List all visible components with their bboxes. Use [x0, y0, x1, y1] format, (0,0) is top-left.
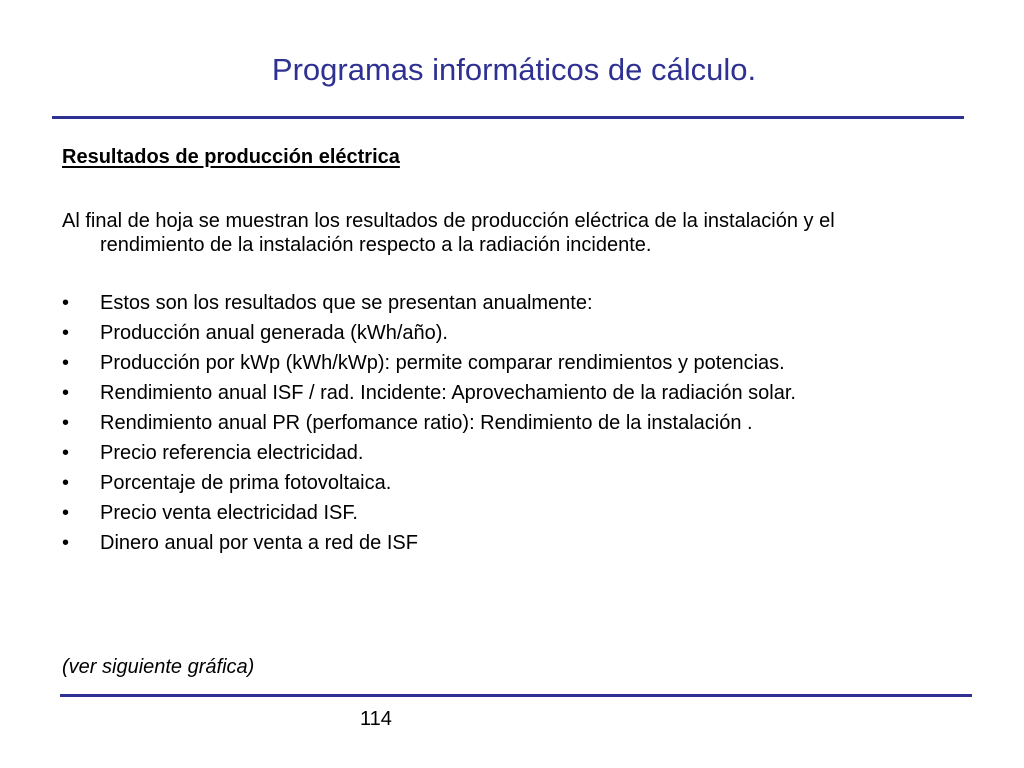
- results-bullet-list: [62, 291, 962, 561]
- list-item: [62, 531, 962, 555]
- bullet-icon: •: [62, 412, 70, 434]
- list-item: [62, 411, 962, 435]
- list-item: [62, 471, 962, 495]
- list-item: [62, 441, 962, 465]
- list-item-text: Estos son los resultados que se presentan anualmente:: [100, 292, 593, 314]
- list-item: [62, 321, 962, 345]
- bullet-icon: •: [62, 352, 70, 374]
- list-item-text: Producción por kWp (kWh/kWp): permite comparar rendimientos y potencias.: [100, 352, 785, 374]
- page-number: 114: [360, 708, 392, 730]
- footer-divider: [60, 694, 972, 697]
- list-item: [62, 381, 962, 405]
- bullet-icon: •: [62, 532, 70, 554]
- slide-title: Programas informáticos de cálculo.: [271, 52, 757, 87]
- list-item-text: Rendimiento anual ISF / rad. Incidente: Aprovechamiento de la radiación solar.: [100, 382, 796, 404]
- bullet-icon: •: [62, 292, 70, 314]
- list-item: [62, 351, 962, 375]
- bullet-icon: •: [62, 472, 70, 494]
- list-item-text: Rendimiento anual PR (perfomance ratio): Rendimiento de la instalación .: [100, 412, 753, 434]
- bullet-icon: •: [62, 322, 70, 344]
- list-item-text: Porcentaje de prima fotovoltaica.: [100, 472, 392, 494]
- list-item-text: Precio venta electricidad ISF.: [100, 502, 358, 524]
- footnote: (ver siguiente gráfica): [62, 656, 255, 678]
- intro-paragraph: Al final de hoja se muestran los resultados de producción eléctrica de la instalación y el rendimiento de la instalación respecto a la radiación incidente.: [62, 210, 835, 256]
- list-item-text: Dinero anual por venta a red de ISF: [100, 532, 418, 554]
- bullet-icon: •: [62, 502, 70, 524]
- section-heading: Resultados de producción eléctrica: [62, 146, 400, 168]
- bullet-icon: •: [62, 382, 70, 404]
- list-item: [62, 291, 962, 315]
- title-divider: [52, 116, 964, 119]
- list-item-text: Producción anual generada (kWh/año).: [100, 322, 448, 344]
- list-item: [62, 501, 962, 525]
- bullet-icon: •: [62, 442, 70, 464]
- list-item-text: Precio referencia electricidad.: [100, 442, 364, 464]
